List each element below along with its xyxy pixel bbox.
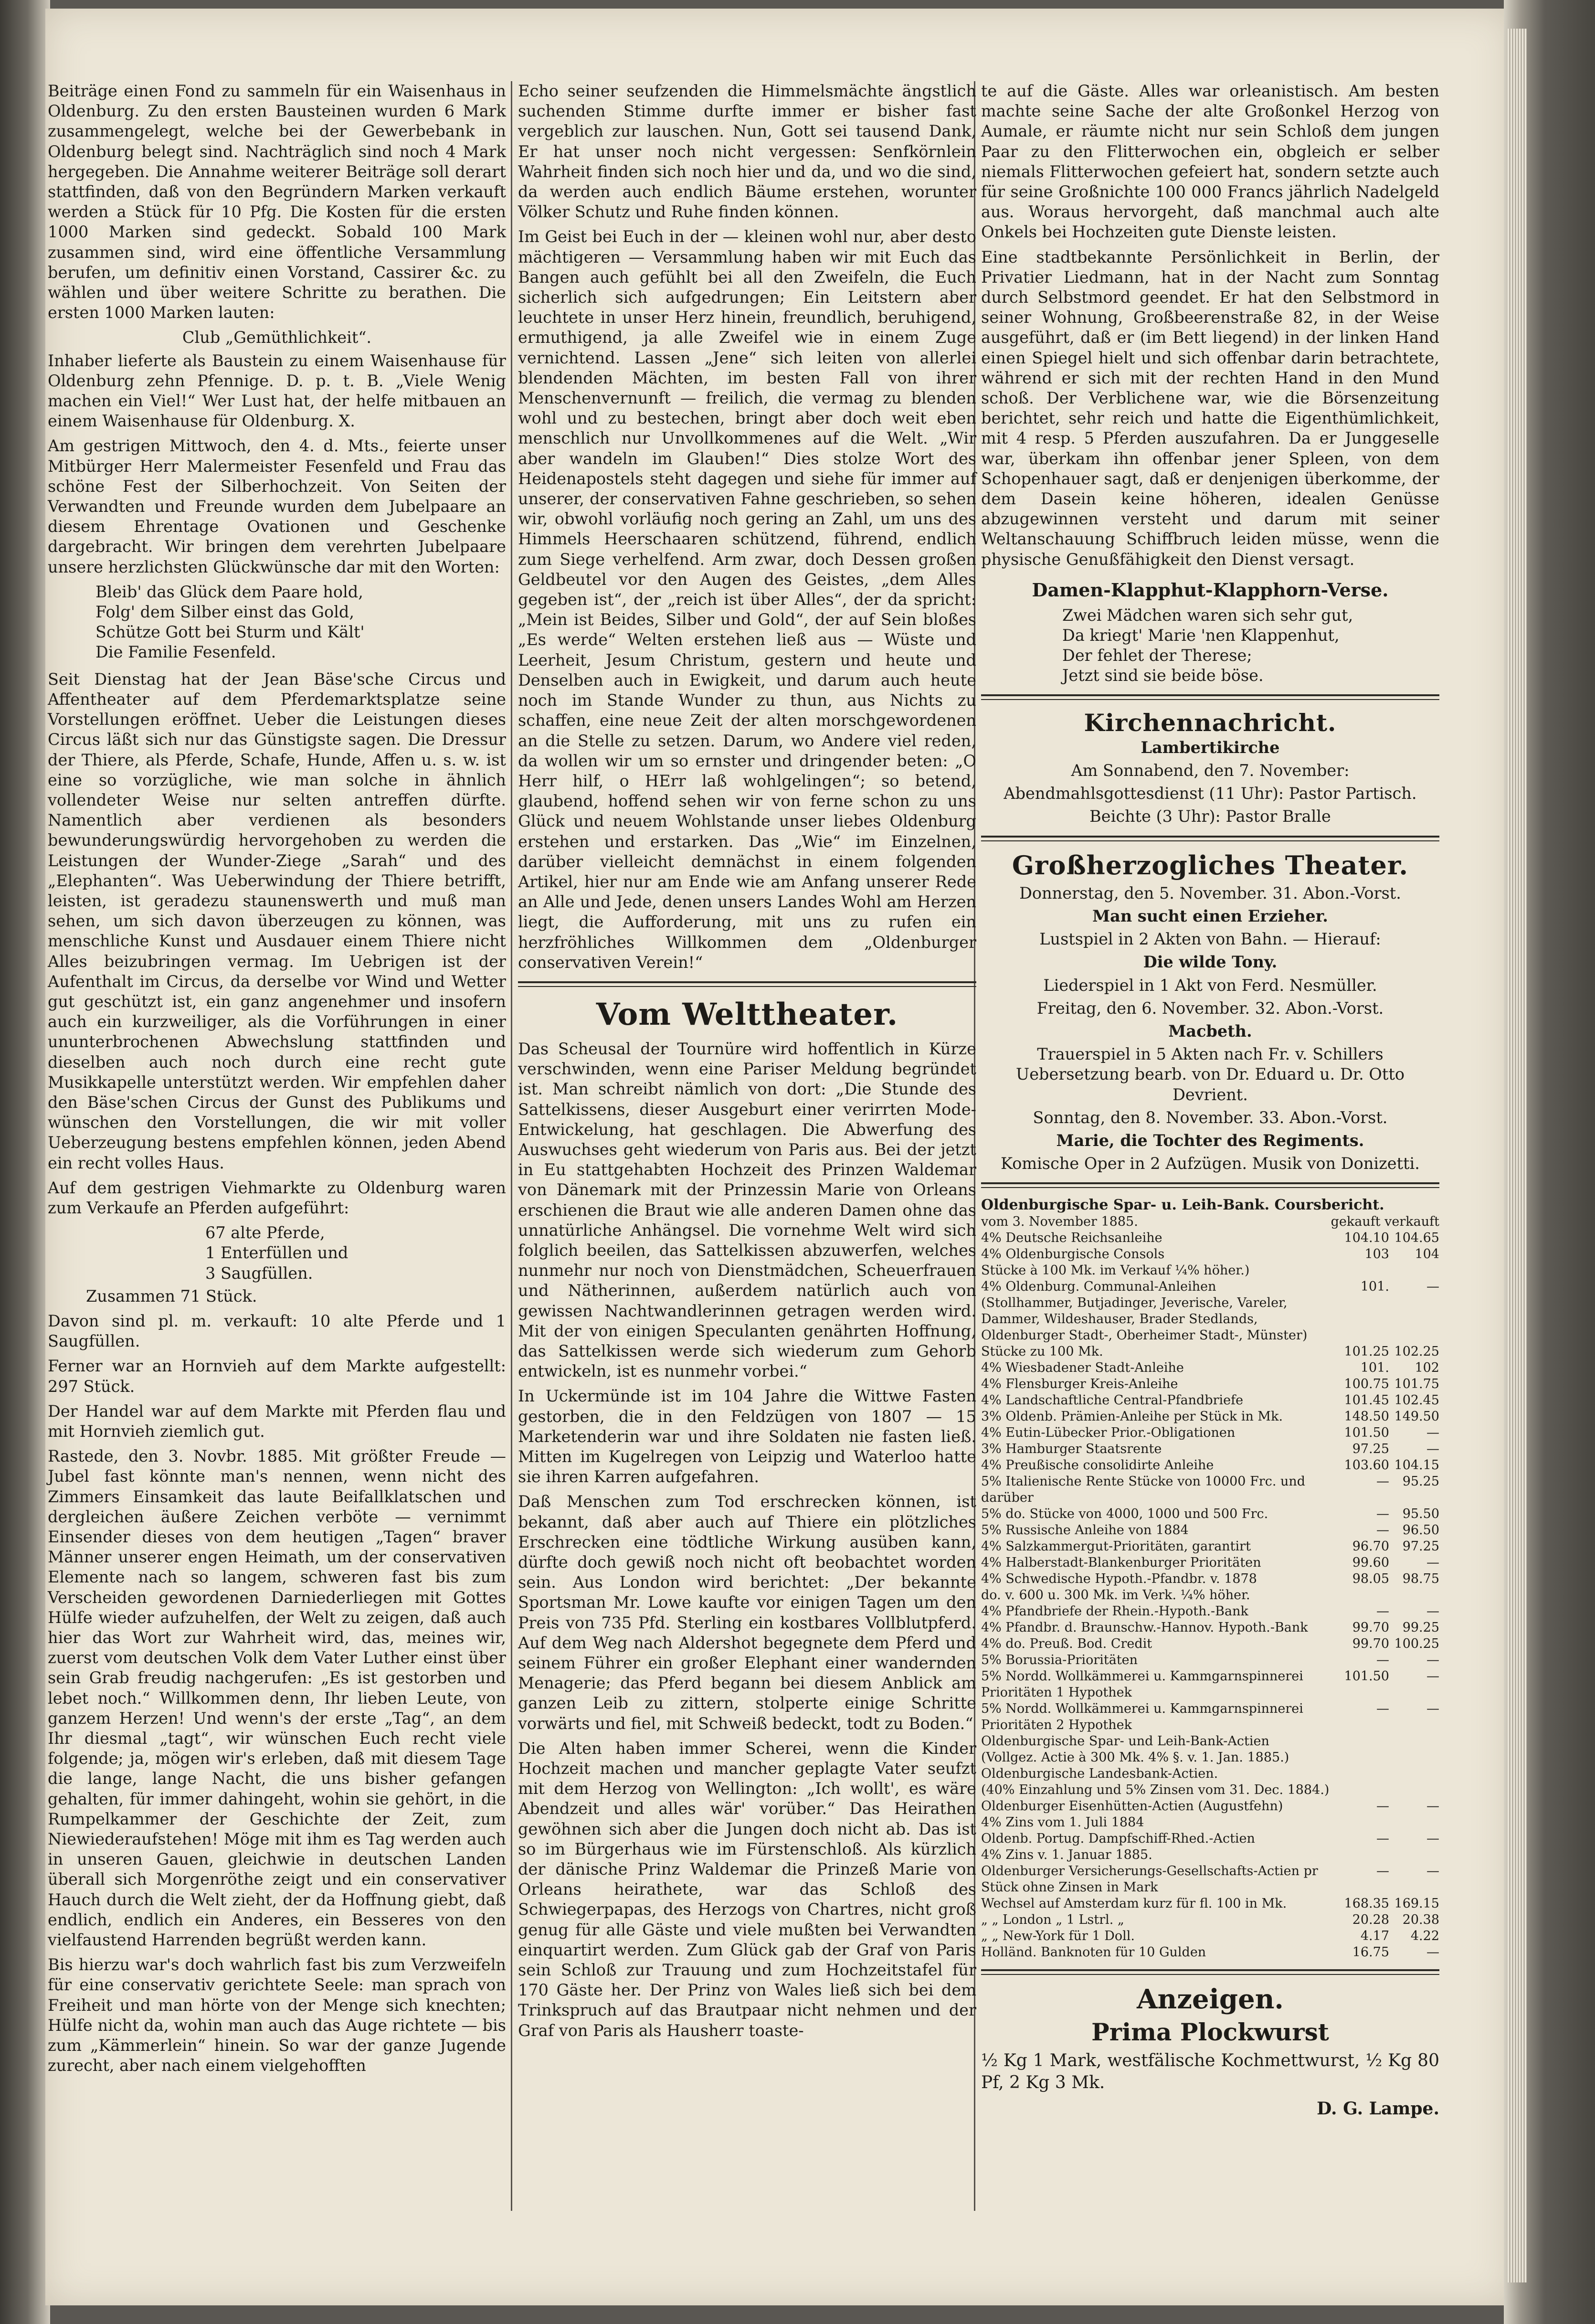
ad-product: Prima Plockwurst xyxy=(1091,2018,1329,2047)
article-versammlung: Im Geist bei Euch in der — kleinen wohl nur, aber desto mächtigeren — Versammlung haben wir mit Euch das Bangen auch gefühlt bei all den Zweifeln, die Euch sicherlich sich aufgedrungen; Ein Leitstern aber leuchtete in unser Herz hinein, freundlich, beruhigend, ermuthigend, ja alle Zweifel wie in einem Zuge vernichtend. Lassen „Jene“ sich leiten von allerlei blendenden Mächten, im besten Fall von ihrer Menschenvernunft — freilich, die vermag zu blenden wohl und zu bestechen, bringt aber doch weit eben menschlich nur Unvollkommenes auf die Welt. „Wir aber wandeln im Glauben!“ Dies stolze Wort des Heidenapostels steht dagegen und siehe für immer auf unserer, der conservativen Fahne geschrieben, so sehen wir, obwohl vorläufig noch gering an Zahl, um uns des Himmels Heerschaaren schützend, führend, endlich zum Siege verhelfend. Arm zwar, doch Dessen großen Geldbeutel vor den Augen des Geistes, „dem Alles gegeben ist“, der „reich ist über Alles“, der da spricht: „Mein ist Beides, Silber und Gold“, der auf Sein bloßes „Es werde“ Welten erstehen ließ aus — Wüste und Leerheit, Jesum Christum, gestern und heute und Denselben auch in Ewigkeit, und darum auch heute noch im Stande Wunder zu thun, aus Nichts zu schaffen, eine neue Zeit der alten morschgewordenen an die Stelle zu setzen. Darum, wo Andere viel reden, da wollen wir um so ernster und dringender beten: „O Herr hilf, o HErr laß wohlgelingen“; so betend, glaubend, hoffend sehen wir von ferne schon zu uns Glück und neuem Wohlstande unser liebes Oldenburg erstehen und erstarken. Das „Wie“ im Einzelnen, darüber vielleicht demnächst in einem folgenden Artikel, hier nur am Ende wie am Anfang unserer Rede an Alle und Jede, denen unsers Landes Wohl am Herzen liegt, die Aufforderung, mit uns zu rufen ein herzfröhliches Willkommen dem „Oldenburger conservativen Verein!“ xyxy=(518,227,976,972)
rate-row xyxy=(981,1555,1439,1571)
verse-title: Damen-Klapphut-Klapphorn-Verse. xyxy=(1032,579,1389,601)
rate-bought: 103.60 xyxy=(1344,1458,1389,1473)
article-hochzeit: Die Alten haben immer Scherei, wenn die Kinder Hochzeit machen und mancher geplagte Vater seufzt mit dem Herzog von Wellington: „Ich wollt', es wäre Abendzeit und alles wär' vorüber.“ Das Heirathen gewöhnen sich aber die Jungen doch nicht ab. Das ist so im Bürgerhaus wie im Fürstenschloß. Als kürzlich der dänische Prinz Waldemar die Prinzeß Marie von Orleans heirathete, war das Schloß des Schwiegerpapas, des Herzogs von Chartres, nicht groß genug für alle Gäste und viele mußten bei Verwandten einquartirt werden. Zum Glück gab der Graf von Paris sein Schloß zur Trauung und zum Hochzeitstafel für 170 Gäste her. Der Prinz von Wales ließ sich bei dem Trinkspruch auf das Brautpaar nicht nehmen und der Graf von Paris als Hausherr toaste- xyxy=(518,1739,976,2040)
article-circus: Seit Dienstag hat der Jean Bäse'sche Circus und Affentheater auf dem Pferdemarktsplatze seine Vorstellungen eröffnet. Ueber die Leistungen dieses Circus läßt sich nur das Günstigste sagen. Die Dressur der Thiere, als Pferde, Schafe, Hunde, Affen u. s. w. ist eine so vorzügliche, wie man solche in ähnlich vollendeter Weise nur selten antreffen dürfte. Namentlich aber verdienen als besonders bewunderungswürdig hervorgehoben zu werden die Leistungen der Wunder-Ziege „Sarah“ und des „Elephanten“. Was Ueberwindung der Thiere betrifft, leisten, ist geradezu staunenswerth und muß man sehen, um sich davon überzeugen zu können, was menschliche Kunst und Ausdauer einem Thiere nicht Alles beizubringen vermag. Im Uebrigen ist der Aufenthalt im Circus, da derselbe vor Wind und Wetter gut geschützt ist, ein ganz angenehmer und insofern auch ein kurzweiliger, als die Vorführungen in einer ununterbrochenen Abwechslung stattfinden und dieselben auch noch durch eine recht gute Musikkapelle unterstützt werden. Wir empfehlen daher den Bäse'schen Circus der Gunst des Publikums und wünschen den Vorstellungen, die wir mit voller Ueberzeugung bestens empfehlen können, jeden Abend ein recht volles Haus. xyxy=(48,669,506,1172)
rate-sold: — xyxy=(1426,1425,1439,1441)
theater-line: Donnerstag, den 5. November. 31. Abon.-Vorst. xyxy=(1019,883,1401,902)
rate-bought: — xyxy=(1376,1864,1389,1879)
church-line: Am Sonnabend, den 7. November: xyxy=(1071,761,1350,780)
article-rastede-cont: Bis hierzu war's doch wahrlich fast bis zum Verzweifeln für eine conservativ gerichtete Seele: man sprach von Freiheit und man hörte von der Menge sich knechten; Hülfe nicht da, wohin man auch das Auge richtete — bis zum „Kämmerlein“ hinein. So war der ganze Jugende zurecht, aber nach einem vielgehofften xyxy=(48,1955,506,2075)
rate-row xyxy=(981,1344,1439,1360)
rate-row xyxy=(981,1652,1439,1668)
section-title-welttheater: Vom Welttheater. xyxy=(596,996,898,1032)
rate-row xyxy=(981,1944,1439,1961)
rate-row xyxy=(981,1587,1439,1603)
rate-bought: — xyxy=(1376,1507,1389,1522)
rate-row xyxy=(981,1847,1439,1863)
rate-bought xyxy=(1339,1847,1389,1863)
rate-sold: — xyxy=(1426,1279,1439,1295)
rate-bought: 100.75 xyxy=(1344,1377,1389,1392)
theater-line: Freitag, den 6. November. 32. Abon.-Vorst. xyxy=(1036,998,1384,1018)
section-divider xyxy=(981,836,1439,841)
rate-sold: 104.15 xyxy=(1394,1458,1439,1473)
rate-row xyxy=(981,1360,1439,1376)
rate-name: Stücke à 100 Mk. im Verkauf ¼% höher.) xyxy=(981,1263,1250,1278)
rate-name: 4% Zins v. 1. Januar 1885. xyxy=(981,1847,1152,1863)
rate-bought: 96.70 xyxy=(1352,1539,1389,1554)
verse-line: Zwei Mädchen waren sich sehr gut, xyxy=(1062,605,1353,625)
rate-row xyxy=(981,1750,1439,1766)
rate-sold xyxy=(1389,1815,1439,1831)
rate-name: 4% Oldenburg. Communal-Anleihen xyxy=(981,1279,1216,1295)
article-waisenhaus-appeal: Inhaber lieferte als Baustein zu einem Waisenhause für Oldenburg zehn Pfennige. D. p. t. B. „Viele Wenig machen ein Viel!“ Wer Lust hat, der helfe mitbauen an einem Waisenhause für Oldenburg. X. xyxy=(48,351,506,431)
rate-bought: 103 xyxy=(1364,1247,1389,1262)
rate-row xyxy=(981,1457,1439,1474)
book-spine-left xyxy=(0,0,50,2324)
rate-bought: — xyxy=(1376,1799,1389,1814)
rate-row xyxy=(981,1798,1439,1815)
rate-bought: 98.05 xyxy=(1352,1571,1389,1587)
verse-line: Bleib' das Glück dem Paare hold, xyxy=(95,582,363,601)
church-line: Beichte (3 Uhr): Pastor Bralle xyxy=(1089,807,1331,826)
rate-bought xyxy=(1339,1263,1389,1279)
rate-name: 4% do. Preuß. Bod. Credit xyxy=(981,1636,1152,1652)
rate-name: 5% Russische Anleihe von 1884 xyxy=(981,1523,1189,1538)
rate-bought: 101. xyxy=(1360,1360,1389,1376)
rate-sold: 104.65 xyxy=(1394,1231,1439,1246)
rates-table xyxy=(981,1230,1439,1961)
article-aumale: te auf die Gäste. Alles war orleanistisch. Am besten machte seine Sache der alte Großonkel Herzog von Aumale, er räumte nicht nur sein Schloß dem jungen Paar zu den Flitterwochen ein, obgleich er selber niemals Flitterwochen gefeiert hat, sondern setzte auch für seine Großnichte 100 000 Francs jährlich Nadelgeld aus. Woraus hervorgeht, daß manchmal auch alte Onkels bei Hochzeiten gute Dienste leisten. xyxy=(981,82,1439,242)
rate-name: Oldenb. Portug. Dampfschiff-Rhed.-Actien xyxy=(981,1831,1255,1846)
rate-bought: — xyxy=(1376,1831,1389,1846)
market-hornvieh: Ferner war an Hornvieh auf dem Markte aufgestellt: 297 Stück. xyxy=(48,1357,506,1396)
theater-line: Liederspiel in 1 Akt von Ferd. Nesmüller. xyxy=(1043,976,1377,995)
rate-bought: 101.50 xyxy=(1344,1669,1389,1684)
rate-row xyxy=(981,1636,1439,1652)
market-handel: Der Handel war auf dem Markte mit Pferden flau und mit Hornvieh ziemlich gut. xyxy=(48,1401,506,1441)
rate-bought xyxy=(1339,1733,1389,1750)
rate-sold: — xyxy=(1426,1864,1439,1879)
rate-name: Oldenburger Eisenhütten-Actien (Augustfehn) xyxy=(981,1799,1283,1814)
rate-bought: 4.17 xyxy=(1360,1929,1389,1944)
verse-line: Folg' dem Silber einst das Gold, xyxy=(95,603,355,622)
rate-sold: — xyxy=(1426,1604,1439,1619)
section-divider xyxy=(981,694,1439,700)
club-name: Club „Gemüthlichkeit“. xyxy=(182,328,372,347)
rate-bought: — xyxy=(1376,1523,1389,1538)
rate-name: Oldenburgische Landesbank-Actien. xyxy=(981,1766,1218,1782)
rate-sold xyxy=(1389,1733,1439,1750)
rate-bought: 101.50 xyxy=(1344,1425,1389,1441)
rate-sold: 102.25 xyxy=(1394,1344,1439,1359)
rate-name: 5% Italienische Rente Stücke von 10000 Frc. und darüber xyxy=(981,1474,1306,1506)
rate-name: 4% Salzkammergut-Prioritäten, garantirt xyxy=(981,1539,1251,1554)
theater-line: Sonntag, den 8. November. 33. Abon.-Vorst. xyxy=(1033,1108,1388,1127)
rate-sold: — xyxy=(1426,1799,1439,1814)
rate-sold: 102.45 xyxy=(1394,1393,1439,1408)
rate-row xyxy=(981,1571,1439,1587)
rate-bought: 99.70 xyxy=(1352,1636,1389,1652)
rate-bought xyxy=(1339,1750,1389,1766)
rate-row xyxy=(981,1733,1439,1750)
rate-name: 5% Nordd. Wollkämmerei u. Kammgarnspinnerei Prioritäten 1 Hypothek xyxy=(981,1669,1303,1700)
rate-row xyxy=(981,1766,1439,1782)
rate-row xyxy=(981,1863,1439,1896)
rate-row xyxy=(981,1701,1439,1733)
rate-name: 4% Preußische consolidirte Anleihe xyxy=(981,1458,1214,1473)
rate-row xyxy=(981,1896,1439,1912)
rate-row xyxy=(981,1409,1439,1425)
article-rastede: Rastede, den 3. Novbr. 1885. Mit größter Freude — Jubel fast könnte man's nennen, wenn nicht des Zimmers Einsamkeit das laute Beifallklatschen und dergleichen äußere Zeichen verböte — vernimmt Einsender dieses von dem heutigen „Tagen“ braver Männer unserer engen Heimath, um der conservativen Elemente nach so langem, schweren fast bis zum Verscheiden gewordenen Darniederliegen mit Gottes Hülfe wieder aufzuhelfen, der Welt zu zeigen, daß auch hier das Wort zur Wahrheit wird, das, meines wir, zuerst vom deutschen Volk dem Vater Luther einst über sein Grab freudig nachgerufen: „Es ist gestorben und lebet noch.“ Willkommen denn, Ihr lieben Leute, von ganzem Herzen! Und wenn's der erste „Tag“, an dem Ihr diesmal „tagt“, wir wünschen Euch recht viele folgende; ja, mögen wir's erleben, daß mit diesem Tage die lange, lange Nacht, die uns bisher gefangen gehalten, für immer dahingeht, wohin sie gehört, in die Rumpelkammer der Geschichte der Zeit, zum Niewiederaufstehen! Möge mit ihm es Tag werden auch in unseren Gauen, gleichwie in deutschen Landen überall sich Morgenröthe zeigt und ein conservativer Hauch durch die Welt zieht, der da Hoffnung giebt, daß endlich, endlich ein Anderes, ein Besseres von den vielfaustend Harrenden begrüßt werden kann. xyxy=(48,1447,506,1950)
rate-sold: 100.25 xyxy=(1394,1636,1439,1652)
rates-date: vom 3. November 1885. xyxy=(981,1214,1138,1230)
theater-line: Komische Oper in 2 Aufzügen. Musik von Donizetti. xyxy=(1001,1154,1420,1173)
column-rule-1 xyxy=(511,81,512,2211)
column-1 xyxy=(48,81,506,2081)
rate-sold: 95.25 xyxy=(1402,1474,1439,1489)
section-divider xyxy=(518,981,976,987)
rate-row xyxy=(981,1506,1439,1522)
rate-bought xyxy=(1339,1587,1389,1603)
rate-sold xyxy=(1389,1766,1439,1782)
rate-row xyxy=(981,1782,1439,1798)
rate-sold: 95.50 xyxy=(1402,1507,1439,1522)
rate-name: 5% do. Stücke von 4000, 1000 und 500 Frc. xyxy=(981,1507,1268,1522)
rate-row xyxy=(981,1603,1439,1620)
rate-row xyxy=(981,1376,1439,1392)
rates-title xyxy=(981,1197,1439,1214)
market-line: 67 alte Pferde, xyxy=(205,1223,325,1242)
market-sold: Davon sind pl. m. verkauft: 10 alte Pferde und 1 Saugfüllen. xyxy=(48,1311,506,1351)
rate-name: Oldenburger Versicherungs-Gesellschafts-Actien pr Stück ohne Zinsen in Mark xyxy=(981,1864,1318,1895)
rates-title-text: Oldenburgische Spar- u. Leih-Bank. Coursbericht. xyxy=(981,1197,1384,1214)
rate-sold: — xyxy=(1426,1442,1439,1457)
market-line: 1 Enterfüllen und xyxy=(205,1243,349,1263)
verse-line: Der fehlet der Therese; xyxy=(1062,646,1252,665)
rate-sold: — xyxy=(1426,1945,1439,1960)
rate-name: 4% Halberstadt-Blankenburger Prioritäten xyxy=(981,1555,1261,1571)
article-tournuere: Das Scheusal der Tournüre wird hoffentlich in Kürze verschwinden, wenn eine Pariser Meldung begründet ist. Man schreibt nämlich von dort: „Die Stunde des Sattelkissens, dieser Ausgeburt einer verirrten Mode-Entwickelung, hat geschlagen. Die Abwerfung des Auswuchses geht wiederum von Paris aus. Bei der jetzt in Eu stattgehabten Hochzeit des Prinzen Waldemar von Dänemark mit der Prinzessin Marie von Orleans erschienen die Braut wie alle anderen Damen ohne das unnatürliche Anhängsel. Die vornehme Welt wird sich folglich beeilen, das Sattelkissen abzuwerfen, welches nunmehr nur noch von Dienstmädchen, Scheuerfrauen und Nätherinnen, außerdem natürlich auch von gewissen Nachtwandlerinnen getragen werden wird. Mit der von einigen Speculanten genährten Hoffnung, das Sattelkissen werde sich wiederum zum Gehorb entwickeln, ist es nunmehr vorbei.“ xyxy=(518,1039,976,1381)
rate-name: 3% Oldenb. Prämien-Anleihe per Stück in Mk. xyxy=(981,1409,1283,1424)
rate-sold: — xyxy=(1426,1669,1439,1684)
verse-line: Jetzt sind sie beide böse. xyxy=(1062,666,1264,685)
rate-row xyxy=(981,1474,1439,1506)
rate-bought: 99.70 xyxy=(1352,1620,1389,1635)
rate-bought: 20.28 xyxy=(1352,1912,1389,1928)
rate-name: 4% Pfandbriefe der Rhein.-Hypoth.-Bank xyxy=(981,1604,1248,1619)
rate-bought: 101.45 xyxy=(1344,1393,1389,1408)
rate-name: 4% Landschaftliche Central-Pfandbriefe xyxy=(981,1393,1244,1408)
rate-sold: — xyxy=(1426,1555,1439,1571)
theater-line: Lustspiel in 2 Akten von Bahn. — Hierauf: xyxy=(1039,930,1381,949)
rate-name: 4% Deutsche Reichsanleihe xyxy=(981,1231,1162,1246)
church-title: Kirchennachricht. xyxy=(1084,708,1337,737)
rate-bought: — xyxy=(1376,1701,1389,1717)
rate-name: Stücke zu 100 Mk. xyxy=(981,1344,1103,1359)
rate-name: 5% Nordd. Wollkämmerei u. Kammgarnspinnerei Prioritäten 2 Hypothek xyxy=(981,1701,1303,1733)
rate-row xyxy=(981,1815,1439,1831)
rate-sold: 99.25 xyxy=(1402,1620,1439,1635)
article-thiere: Daß Menschen zum Tod erschrecken können, ist bekannt, daß aber auch auf Thiere ein plötzliches Erschrecken eine tödtliche Wirkung ausüben kann, dürfte doch gewiß noch nicht oft beobachtet worden sein. Aus London wird berichtet: „Der bekannte Sportsman Mr. Lowe kaufte vor einigen Tagen um den Preis von 735 Pfd. Sterling ein kostbares Vollblutpferd. Auf dem Weg nach Aldershot begegnete dem Pferd und seinem Führer ein großer Elephant einer wandernden Menagerie; das Pferd begann bei diesem Anblick am ganzen Leib zu zittern, stolperte einige Schritte vorwärts und fiel, mit Schweiß bedeckt, todt zu Boden.“ xyxy=(518,1492,976,1733)
theater-title: Großherzogliches Theater. xyxy=(1012,849,1409,881)
rate-sold xyxy=(1389,1782,1439,1798)
rate-sold xyxy=(1389,1295,1439,1344)
rate-sold: 97.25 xyxy=(1402,1539,1439,1554)
article-silberhochzeit: Am gestrigen Mittwoch, den 4. d. Mts., feierte unser Mitbürger Herr Malermeister Fesenfeld und Frau das schöne Fest der Silberhochzeit. Von Seiten der Verwandten und Freunde wurden dem Jubelpaare an diesem Ehrentage Ovationen und Geschenke dargebracht. Wir bringen dem verehrten Jubelpaare unsere herzlichsten Glückwünsche dar mit den Worten: xyxy=(48,436,506,576)
rate-row xyxy=(981,1279,1439,1295)
rate-name: 5% Borussia-Prioritäten xyxy=(981,1653,1138,1668)
rate-row xyxy=(981,1295,1439,1344)
rate-bought: 104.10 xyxy=(1344,1231,1389,1246)
market-total: Zusammen 71 Stück. xyxy=(86,1286,257,1305)
ad-signature: D. G. Lampe. xyxy=(1317,2099,1439,2119)
rate-row xyxy=(981,1912,1439,1928)
rate-sold: 169.15 xyxy=(1394,1896,1439,1911)
rate-bought: — xyxy=(1376,1474,1389,1489)
article-waisenhaus: Beiträge einen Fond zu sammeln für ein Waisenhaus in Oldenburg. Zu den ersten Bausteinen wurden 6 Mark zusammengelegt, welche bei der Gewerbebank in Oldenburg belegt sind. Nachträglich sind noch 4 Mark hergegeben. Die Annahme weiterer Beiträge soll derart stattfinden, daß von den Begründern Marken verkauft werden a Stück für 10 Pfg. Die Kosten für die ersten 1000 Marken sind gedeckt. Sobald 100 Mark zusammen sind, wird eine öffentliche Versammlung berufen, um definitiv einen Vorstand, Cassirer &c. zu wählen und über weitere Schritte zu berathen. Die ersten 1000 Marken lauten: xyxy=(48,82,506,322)
rate-name: Holländ. Banknoten für 10 Gulden xyxy=(981,1945,1206,1960)
column-2 xyxy=(518,81,976,2046)
rate-sold xyxy=(1389,1750,1439,1766)
rate-sold: — xyxy=(1426,1653,1439,1668)
rate-sold: 96.50 xyxy=(1402,1523,1439,1538)
rate-row xyxy=(981,1263,1439,1279)
theater-play: Man sucht einen Erzieher. xyxy=(1092,906,1328,925)
rate-name: „ „ London „ 1 Lstrl. „ xyxy=(981,1912,1124,1928)
rate-bought: — xyxy=(1376,1653,1389,1668)
ads-title: Anzeigen. xyxy=(1137,1984,1284,2016)
rate-name: 4% Schwedische Hypoth.-Pfandbr. v. 1878 xyxy=(981,1571,1257,1587)
rate-row xyxy=(981,1230,1439,1246)
rate-row xyxy=(981,1246,1439,1263)
rate-name: „ „ New-York für 1 Doll. xyxy=(981,1929,1135,1944)
rate-sold: 104 xyxy=(1415,1247,1439,1262)
rate-sold xyxy=(1389,1263,1439,1279)
rate-bought: 148.50 xyxy=(1344,1409,1389,1424)
rate-row xyxy=(981,1425,1439,1441)
market-line: 3 Saugfüllen. xyxy=(205,1263,313,1283)
rate-row xyxy=(981,1928,1439,1944)
verse-line: Da kriegt' Marie 'nen Klappenhut, xyxy=(1062,626,1340,645)
rate-bought: 101. xyxy=(1360,1279,1389,1295)
rate-bought: 97.25 xyxy=(1352,1442,1389,1457)
rate-name: 4% Zins vom 1. Juli 1884 xyxy=(981,1815,1144,1830)
rates-columns: gekauft verkauft xyxy=(1331,1214,1439,1230)
rate-bought xyxy=(1339,1782,1389,1798)
rate-name: (Vollgez. Actie à 300 Mk. 4% §. v. 1. Jan. 1885.) xyxy=(981,1750,1289,1765)
article-selbstmord: Eine stadtbekannte Persönlichkeit in Berlin, der Privatier Liedmann, hat in der Nacht zum Sonntag durch Selbstmord geendet. Er hat den Selbstmord in seiner Wohnung, Großbeerenstraße 82, in der Weise ausgeführt, daß er (im Bett liegend) in der linken Hand einen Spiegel hielt und sich offenbar darin betrachtete, während er sich mit der rechten Hand in den Mund schoß. Der Verblichene war, wie die Börsenzeitung berichtet, sehr reich und hatte die Eigenthümlichkeit, mit 4 resp. 5 Pferden auszufahren. Da er Junggeselle war, überkam ihn offenbar jener Spleen, von dem Schopenhauer sagt, daß er denjenigen überkomme, der dem Dasein keine höheren, idealen Genüsse abzugewinnen versteht und darum mit seiner Weltanschauung Schiffbruch leiden müsse, wenn die physische Genußfähigkeit den Dienst versagt. xyxy=(981,247,1439,569)
section-divider xyxy=(981,1969,1439,1975)
rate-row xyxy=(981,1668,1439,1701)
rate-row xyxy=(981,1539,1439,1555)
rate-name: do. v. 600 u. 300 Mk. im Verk. ¼% höher. xyxy=(981,1588,1250,1603)
rate-row xyxy=(981,1620,1439,1636)
section-divider xyxy=(981,1182,1439,1188)
rate-sold: 4.22 xyxy=(1410,1929,1439,1944)
rate-bought xyxy=(1339,1295,1389,1344)
rate-bought: — xyxy=(1376,1604,1389,1619)
verse-line: Schütze Gott bei Sturm und Kält' xyxy=(95,623,365,642)
rate-sold xyxy=(1389,1847,1439,1863)
column-3 xyxy=(981,81,1439,2119)
rate-bought: 168.35 xyxy=(1344,1896,1389,1911)
theater-play: Die wilde Tony. xyxy=(1143,953,1278,972)
rate-bought xyxy=(1339,1815,1389,1831)
rate-name: 4% Oldenburgische Consols xyxy=(981,1247,1165,1262)
rate-name: (40% Einzahlung und 5% Zinsen vom 31. Dec. 1884.) xyxy=(981,1783,1330,1798)
rate-sold: — xyxy=(1426,1701,1439,1717)
rate-row xyxy=(981,1522,1439,1539)
rate-name: Wechsel auf Amsterdam kurz für fl. 100 in Mk. xyxy=(981,1896,1287,1911)
rate-sold: 20.38 xyxy=(1402,1912,1439,1928)
rate-name: 3% Hamburger Staatsrente xyxy=(981,1442,1162,1457)
article-104-jahre: In Uckermünde ist im 104 Jahre die Wittwe Fasten gestorben, die in den Feldzügen von 1807 — 15 Marketenderin war und ihre Soldaten nie fasten ließ. Mitten im Kugelregen von Leipzig und Waterloo hatte sie ihren Karren aufgefahren. xyxy=(518,1387,976,1486)
rate-name: 4% Flensburger Kreis-Anleihe xyxy=(981,1377,1178,1392)
rate-name: 4% Pfandbr. d. Braunschw.-Hannov. Hypoth.-Bank xyxy=(981,1620,1308,1635)
page-edges xyxy=(1508,29,1527,2282)
rate-bought: 16.75 xyxy=(1352,1945,1389,1960)
church-name: Lambertikirche xyxy=(1141,738,1280,757)
rate-bought: 99.60 xyxy=(1352,1555,1389,1571)
theater-line: Trauerspiel in 5 Akten nach Fr. v. Schillers Uebersetzung bearb. von Dr. Eduard u. Dr. Otto Devrient. xyxy=(1016,1045,1405,1104)
rate-sold: 98.75 xyxy=(1402,1571,1439,1587)
rate-bought: 101.25 xyxy=(1344,1344,1389,1359)
rate-name: 4% Wiesbadener Stadt-Anleihe xyxy=(981,1360,1184,1376)
rate-row xyxy=(981,1831,1439,1847)
rate-bought xyxy=(1339,1766,1389,1782)
ad-text: ½ Kg 1 Mark, westfälische Kochmettwurst, ½ Kg 80 Pf, 2 Kg 3 Mk. xyxy=(981,2051,1439,2093)
rate-sold: — xyxy=(1426,1831,1439,1846)
rate-sold xyxy=(1389,1587,1439,1603)
verse-line: Die Familie Fesenfeld. xyxy=(95,643,276,662)
rate-sold: 149.50 xyxy=(1394,1409,1439,1424)
rate-sold: 102 xyxy=(1415,1360,1439,1376)
rate-name: Oldenburgische Spar- und Leih-Bank-Actien xyxy=(981,1734,1269,1749)
theater-play: Macbeth. xyxy=(1168,1021,1252,1040)
theater-play: Marie, die Tochter des Regiments. xyxy=(1056,1131,1364,1150)
rate-sold: 101.75 xyxy=(1394,1377,1439,1392)
rate-row xyxy=(981,1441,1439,1457)
church-line: Abendmahlsgottesdienst (11 Uhr): Pastor Partisch. xyxy=(1003,784,1417,803)
rate-name: 4% Eutin-Lübecker Prior.-Obligationen xyxy=(981,1425,1236,1441)
rates-subheader xyxy=(981,1214,1439,1230)
article-echo: Echo seiner seufzenden die Himmelsmächte ängstlich suchenden Stimme durfte immer er bisher fast vergeblich zur lauschen. Nun, Gott sei tausend Dank, Er hat unser noch nicht vergessen: Senfkörnlein Wahrheit finden sich noch hier und da, und wo die sind, da werden auch endlich Bäume erstehen, worunter Völker Schutz und Ruhe finden können. xyxy=(518,82,976,222)
article-viehmarkt: Auf dem gestrigen Viehmarkte zu Oldenburg waren zum Verkaufe an Pferden aufgeführt: xyxy=(48,1178,506,1217)
rate-name: (Stollhammer, Butjadinger, Jeverische, Vareler, Dammer, Wildeshauser, Brader Stedlands, Oldenburger Stadt-, Oberheimer Stadt-, Münster) xyxy=(981,1295,1308,1343)
rate-row xyxy=(981,1392,1439,1409)
